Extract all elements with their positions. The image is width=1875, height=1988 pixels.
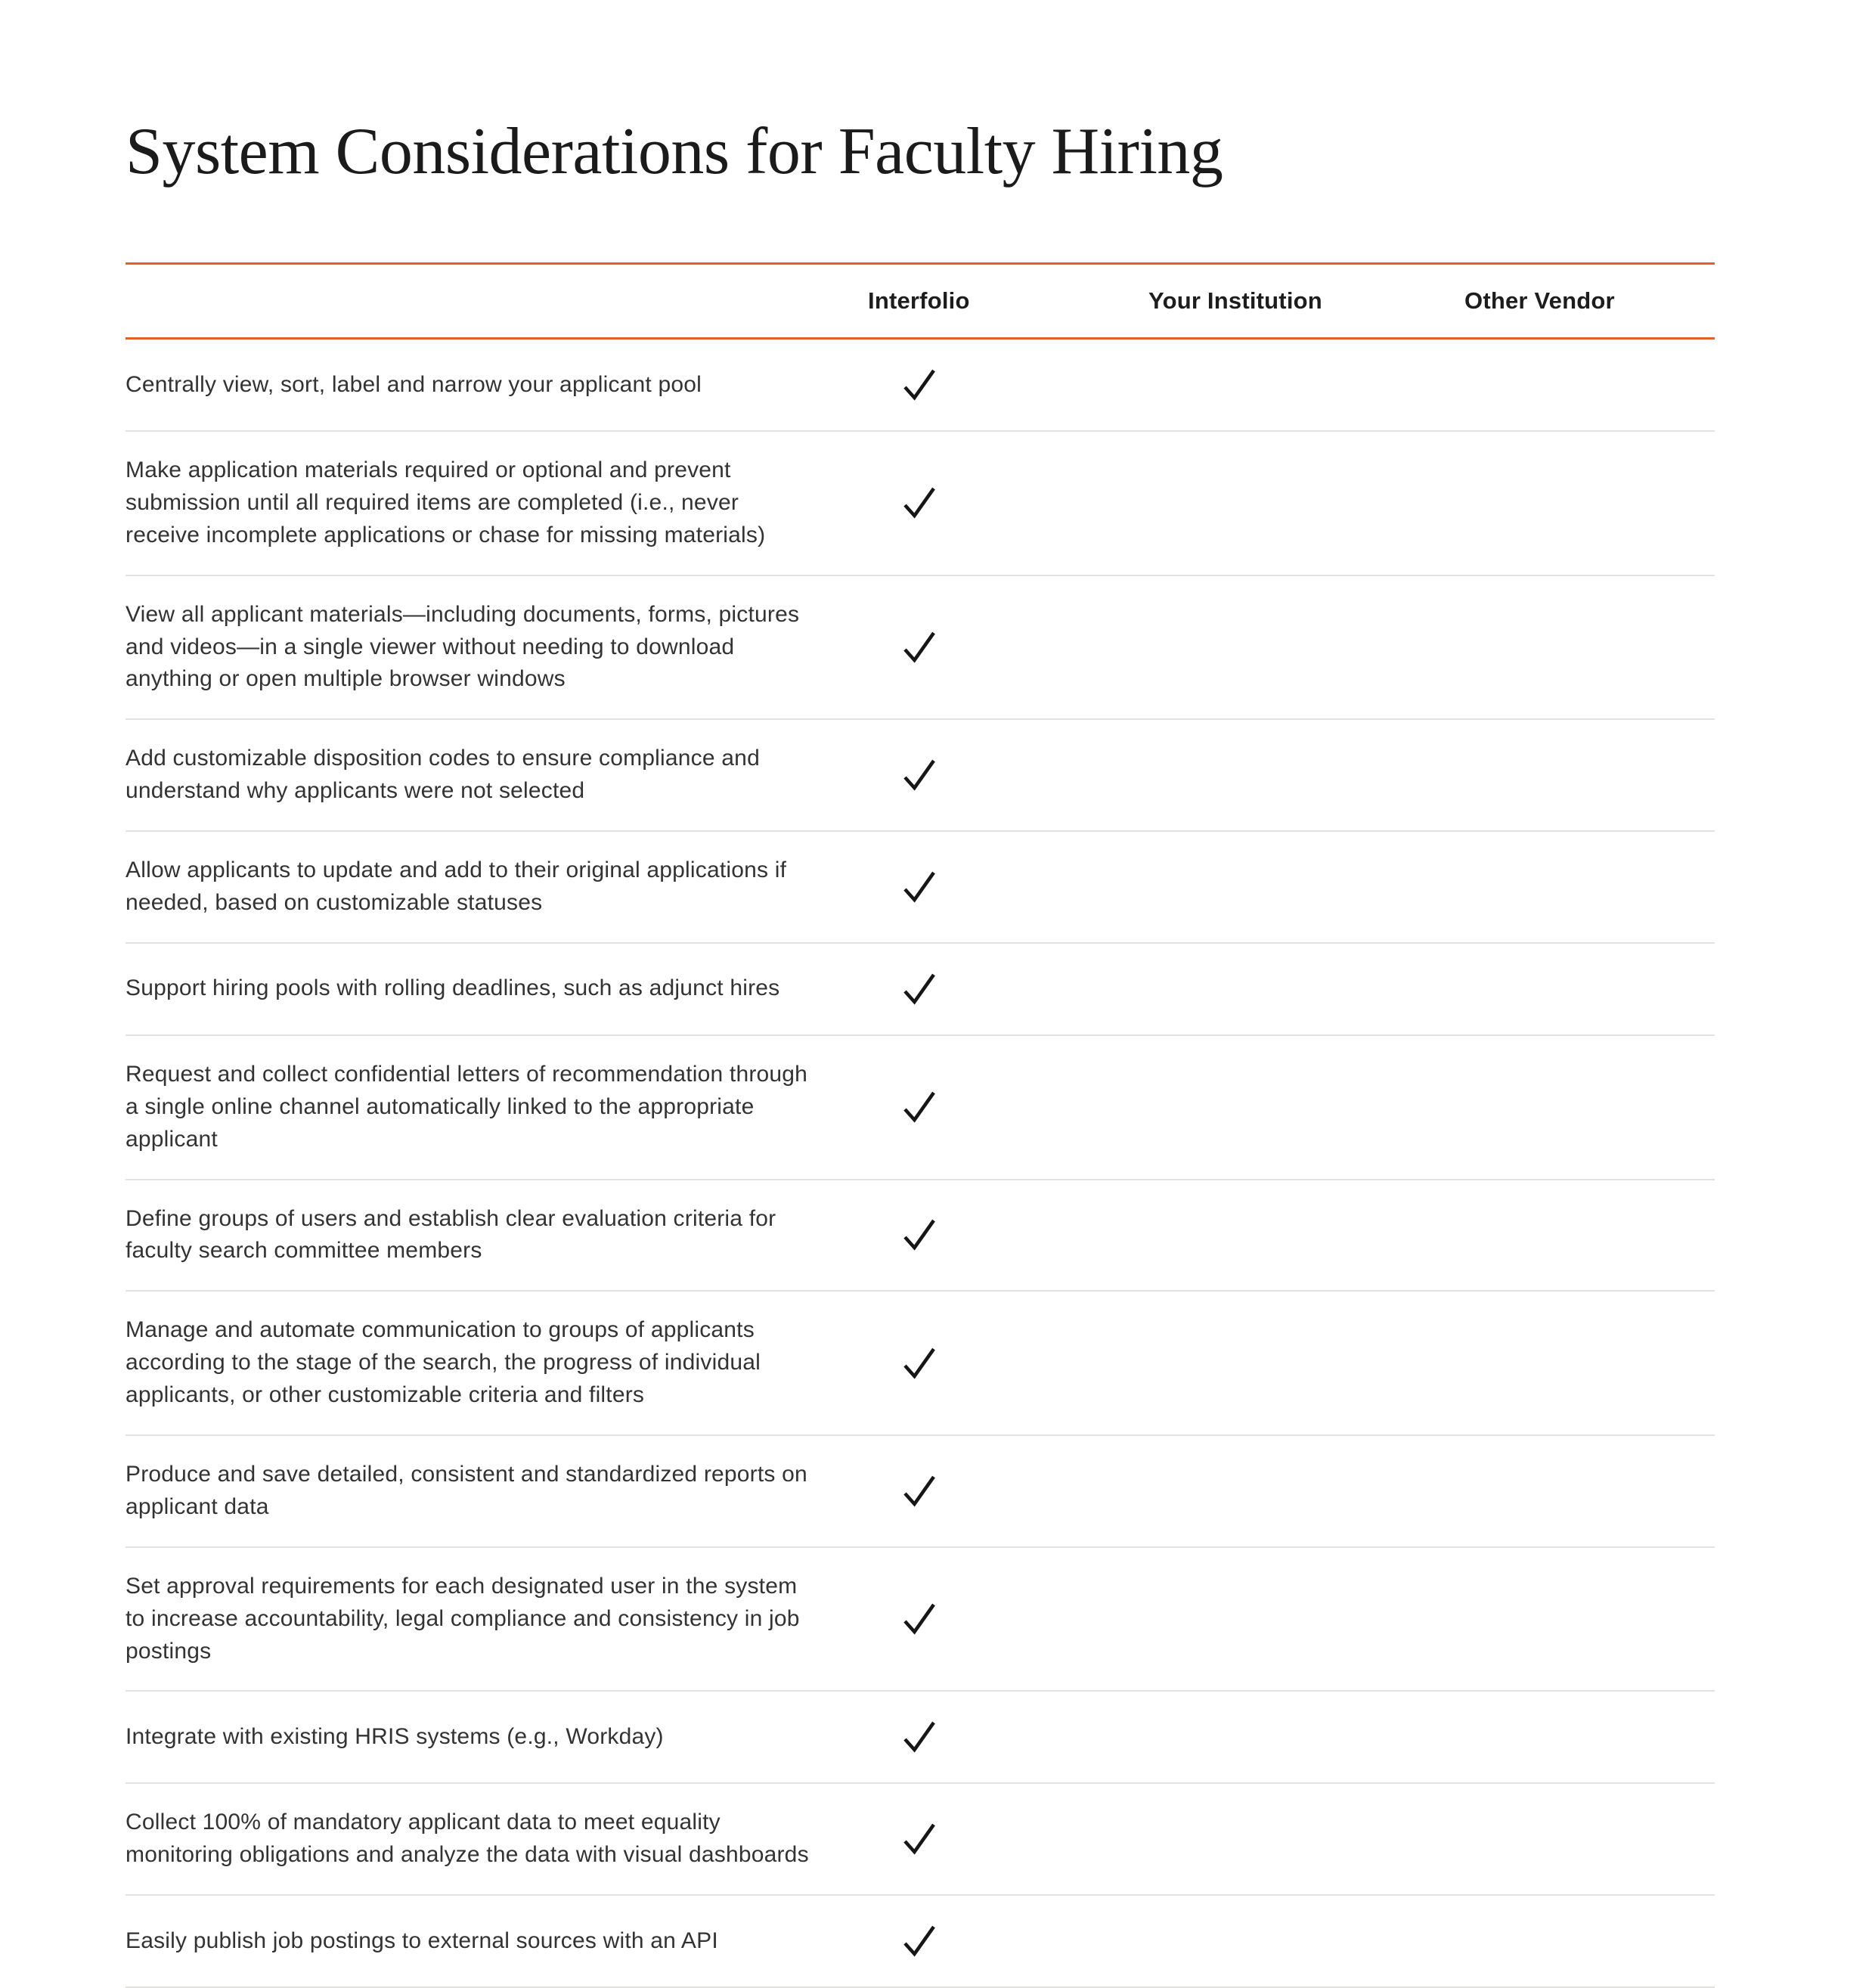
cell-other-vendor: [1463, 1469, 1715, 1514]
table-row: [126, 576, 1715, 721]
cell-interfolio: [866, 480, 1147, 526]
cell-other-vendor: [1463, 1714, 1715, 1760]
cell-interfolio: [866, 1341, 1147, 1386]
cell-interfolio: [866, 1596, 1147, 1642]
table-row: [126, 432, 1715, 576]
table-header-row: [126, 262, 1715, 340]
check-icon: [898, 1716, 941, 1758]
cell-other-vendor: [1463, 480, 1715, 526]
cell-interfolio: [866, 1816, 1147, 1862]
cell-your-institution: [1147, 966, 1463, 1012]
table-row: [126, 1548, 1715, 1692]
table-row: [126, 944, 1715, 1036]
cell-other-vendor: [1463, 752, 1715, 798]
feature-text: Make application materials required or optional and prevent submission until all required items are completed (i.e., never receive incomplete applications or chase for missing materials): [126, 457, 766, 547]
cell-your-institution: [1147, 362, 1463, 408]
check-icon: [898, 1920, 941, 1962]
feature-text: Centrally view, sort, label and narrow your applicant pool: [126, 371, 702, 397]
check-icon: [898, 754, 941, 796]
check-icon: [898, 364, 941, 406]
cell-your-institution: [1147, 480, 1463, 526]
table-row: [126, 1292, 1715, 1436]
header-your-institution: Your Institution: [1148, 287, 1322, 314]
cell-your-institution: [1147, 1341, 1463, 1386]
feature-text: View all applicant materials—including documents, forms, pictures and videos—in a single viewer without needing to download anything or open multiple browser windows: [126, 601, 800, 692]
table-row: [126, 1036, 1715, 1180]
feature-text: Easily publish job postings to external sources with an API: [126, 1928, 718, 1953]
cell-other-vendor: [1463, 1816, 1715, 1862]
feature-text: Define groups of users and establish clear evaluation criteria for faculty search committee members: [126, 1205, 776, 1264]
table-row: [126, 1784, 1715, 1896]
feature-text: Request and collect confidential letters of recommendation through a single online channel automatically linked to the appropriate applicant: [126, 1061, 808, 1152]
cell-your-institution: [1147, 752, 1463, 798]
table-row: [126, 720, 1715, 832]
feature-text: Integrate with existing HRIS systems (e.g., Workday): [126, 1724, 664, 1750]
check-icon: [898, 1818, 941, 1860]
cell-your-institution: [1147, 1918, 1463, 1964]
header-other-vendor: Other Vendor: [1464, 287, 1615, 314]
cell-interfolio: [866, 625, 1147, 670]
check-icon: [898, 626, 941, 668]
feature-text: Support hiring pools with rolling deadlines, such as adjunct hires: [126, 975, 780, 1001]
check-icon: [898, 1086, 941, 1128]
cell-interfolio: [866, 1469, 1147, 1514]
cell-interfolio: [866, 1714, 1147, 1760]
table-row: [126, 1692, 1715, 1784]
feature-text: Collect 100% of mandatory applicant data to meet equality monitoring obligations and analyze the data with visual dashboards: [126, 1810, 809, 1868]
check-icon: [898, 1598, 941, 1640]
check-icon: [898, 1470, 941, 1512]
cell-your-institution: [1147, 1212, 1463, 1258]
cell-your-institution: [1147, 625, 1463, 670]
table-row: [126, 340, 1715, 432]
cell-interfolio: [866, 864, 1147, 910]
check-icon: [898, 1342, 941, 1385]
cell-your-institution: [1147, 1714, 1463, 1760]
cell-other-vendor: [1463, 1341, 1715, 1386]
cell-interfolio: [866, 1084, 1147, 1130]
cell-your-institution: [1147, 1084, 1463, 1130]
cell-interfolio: [866, 1212, 1147, 1258]
cell-other-vendor: [1463, 1212, 1715, 1258]
table-row: [126, 1180, 1715, 1292]
cell-other-vendor: [1463, 966, 1715, 1012]
cell-other-vendor: [1463, 1084, 1715, 1130]
check-icon: [898, 1214, 941, 1256]
cell-your-institution: [1147, 1596, 1463, 1642]
header-interfolio: Interfolio: [868, 287, 970, 314]
page-title: System Considerations for Faculty Hiring: [126, 115, 1223, 188]
feature-text: Add customizable disposition codes to ensure compliance and understand why applicants were not selected: [126, 746, 760, 804]
table-row: [126, 832, 1715, 944]
cell-interfolio: [866, 966, 1147, 1012]
cell-other-vendor: [1463, 625, 1715, 670]
feature-text: Manage and automate communication to groups of applicants according to the stage of the search, the progress of individual applicants, or other customizable criteria and filters: [126, 1317, 761, 1408]
cell-your-institution: [1147, 1469, 1463, 1514]
table-body: [126, 340, 1715, 1988]
check-icon: [898, 968, 941, 1010]
check-icon: [898, 482, 941, 524]
table-row: [126, 1436, 1715, 1548]
cell-your-institution: [1147, 864, 1463, 910]
comparison-table: [126, 262, 1715, 1988]
cell-other-vendor: [1463, 362, 1715, 408]
cell-interfolio: [866, 362, 1147, 408]
table-row: [126, 1896, 1715, 1988]
cell-other-vendor: [1463, 864, 1715, 910]
feature-text: Produce and save detailed, consistent and standardized reports on applicant data: [126, 1462, 807, 1519]
feature-text: Set approval requirements for each designated user in the system to increase accountability, legal compliance and consistency in job postings: [126, 1573, 800, 1664]
feature-text: Allow applicants to update and add to their original applications if needed, based on customizable statuses: [126, 858, 787, 916]
cell-other-vendor: [1463, 1596, 1715, 1642]
cell-interfolio: [866, 752, 1147, 798]
cell-your-institution: [1147, 1816, 1463, 1862]
cell-interfolio: [866, 1918, 1147, 1964]
cell-other-vendor: [1463, 1918, 1715, 1964]
check-icon: [898, 866, 941, 908]
